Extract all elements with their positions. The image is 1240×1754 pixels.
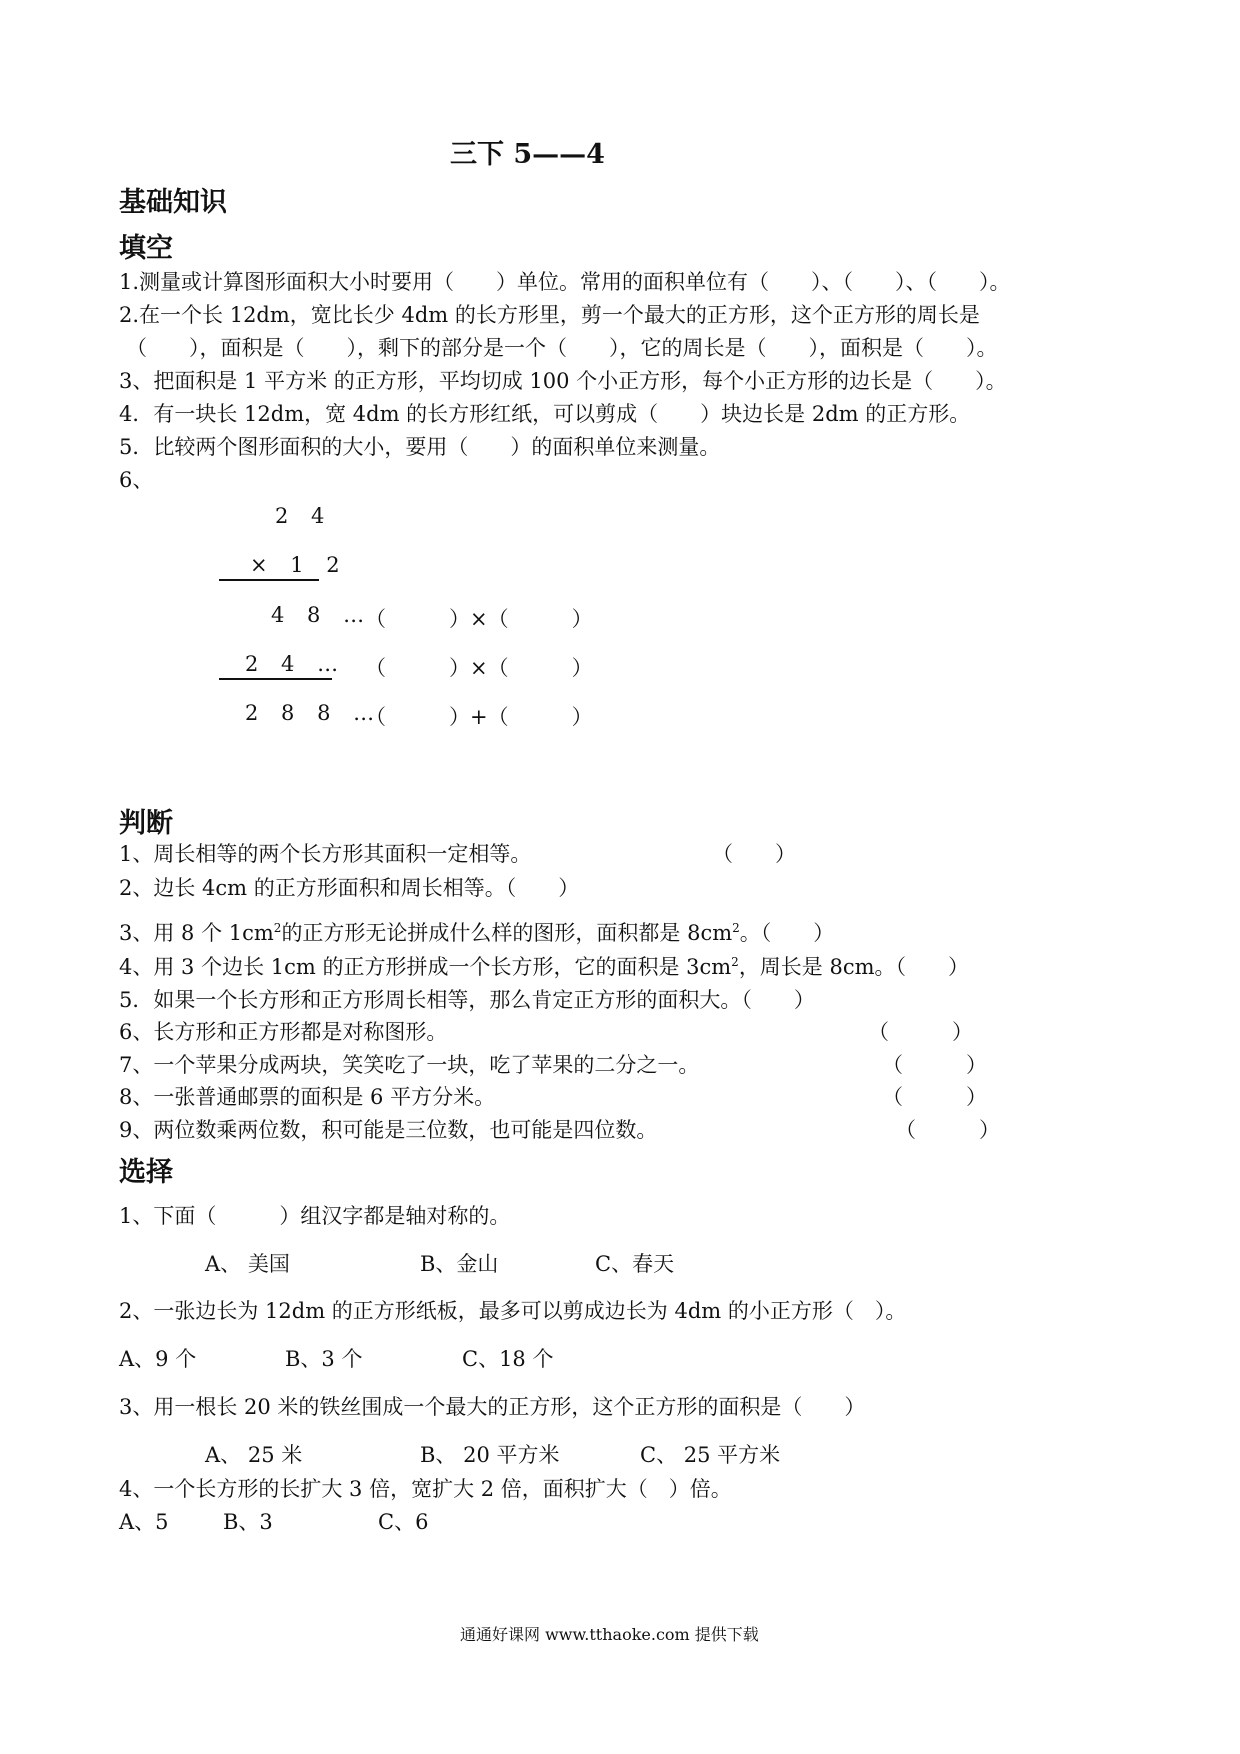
product-expression: （ ）+（ ）: [365, 705, 593, 729]
choice-question-3: 3、用一根长 20 米的铁丝围成一个最大的正方形，这个正方形的面积是（ ）: [119, 1395, 866, 1419]
partial-product-2: 2 4 …: [245, 652, 347, 676]
fill-question-6: 6、: [119, 468, 154, 492]
judge-item-7: 7、一个苹果分成两块，笑笑吃了一块，吃了苹果的二分之一。: [119, 1053, 700, 1077]
judge-item-9-answer-blank: （ ）: [895, 1118, 1000, 1142]
partial-product-1-expression: （ ）×（ ）: [365, 607, 593, 631]
multiplication-rule-2: [219, 678, 332, 680]
multiplier: × 1 2: [250, 553, 348, 577]
judge-item-1: 1、周长相等的两个长方形其面积一定相等。: [119, 842, 532, 866]
judge-item-6-answer-blank: （ ）: [868, 1020, 973, 1044]
page-title: 三下 5——4: [450, 139, 605, 170]
judge-item-9: 9、两位数乘两位数，积可能是三位数，也可能是四位数。: [119, 1118, 658, 1142]
choice-2-option-b: B、3 个: [285, 1347, 363, 1371]
choice-4-option-a: A、5: [119, 1510, 169, 1534]
judge-item-8-answer-blank: （ ）: [882, 1085, 987, 1109]
judge-item-3: 3、用 8 个 $1cm^2$的正方形无论拼成什么样的图形，面积都是 $8cm^2$。（ ）: [119, 921, 835, 945]
fill-question-3: 3、把面积是 1 平方米 的正方形，平均切成 100 个小正方形，每个小正方形的边长是（ ）。: [119, 369, 1007, 393]
fill-question-2-line2: （ ），面积是（ ），剩下的部分是一个（ ），它的周长是（ ），面积是（ ）。: [126, 336, 998, 360]
section-judge: 判断: [119, 808, 173, 839]
choice-1-option-a: A、 美国: [205, 1252, 290, 1276]
partial-product-1: 4 8 …: [271, 603, 373, 627]
choice-question-2: 2、一张边长为 12dm 的正方形纸板，最多可以剪成边长为 4dm 的小正方形（ ）。: [119, 1299, 907, 1323]
choice-question-1: 1、下面（ ）组汉字都是轴对称的。: [119, 1204, 511, 1228]
judge-item-5: 5．如果一个长方形和正方形周长相等，那么肯定正方形的面积大。（ ）: [119, 988, 815, 1012]
fill-question-2-line1: 2.在一个长 12dm，宽比长少 4dm 的长方形里，剪一个最大的正方形，这个正方形的周长是: [119, 303, 980, 327]
judge-item-4: 4、用 3 个边长 1cm 的正方形拼成一个长方形，它的面积是 $3cm^2$，周长是 8cm。（ ）: [119, 955, 970, 979]
choice-1-option-c: C、春天: [595, 1252, 675, 1276]
choice-4-option-c: C、6: [378, 1510, 429, 1534]
product: 2 8 8 …: [245, 701, 383, 725]
multiplicand: 2 4: [275, 504, 333, 528]
choice-1-option-b: B、金山: [420, 1252, 499, 1276]
choice-2-option-c: C、18 个: [462, 1347, 554, 1371]
fill-question-1: 1.测量或计算图形面积大小时要用（ ）单位。常用的面积单位有（ ）、（ ）、（ ）。: [119, 270, 1011, 294]
choice-3-option-b: B、 20 平方米: [420, 1443, 560, 1467]
multiplication-rule-1: [219, 579, 319, 581]
judge-item-7-answer-blank: （ ）: [882, 1053, 987, 1077]
fill-question-5: 5．比较两个图形面积的大小，要用（ ）的面积单位来测量。: [119, 435, 721, 459]
partial-product-2-expression: （ ）×（ ）: [365, 656, 593, 680]
section-choice: 选择: [119, 1157, 173, 1188]
choice-2-option-a: A、9 个: [119, 1347, 197, 1371]
choice-4-option-b: B、3: [223, 1510, 273, 1534]
section-basic-knowledge: 基础知识: [119, 187, 227, 218]
judge-item-2: 2、边长 4cm 的正方形面积和周长相等。（ ）: [119, 876, 580, 900]
judge-item-6: 6、长方形和正方形都是对称图形。: [119, 1020, 448, 1044]
choice-3-option-a: A、 25 米: [205, 1443, 303, 1467]
section-fill: 填空: [119, 233, 173, 264]
judge-item-1-answer-blank: （ ）: [712, 842, 796, 866]
fill-question-4: 4．有一块长 12dm，宽 4dm 的长方形红纸，可以剪成（ ）块边长是 2dm 的正方形。: [119, 402, 971, 426]
choice-question-4: 4、一个长方形的长扩大 3 倍，宽扩大 2 倍，面积扩大（ ）倍。: [119, 1477, 732, 1501]
page-footer: 通通好课网 www.tthaoke.com 提供下载: [460, 1625, 759, 1644]
judge-item-8: 8、一张普通邮票的面积是 6 平方分米。: [119, 1085, 496, 1109]
choice-3-option-c: C、 25 平方米: [640, 1443, 781, 1467]
